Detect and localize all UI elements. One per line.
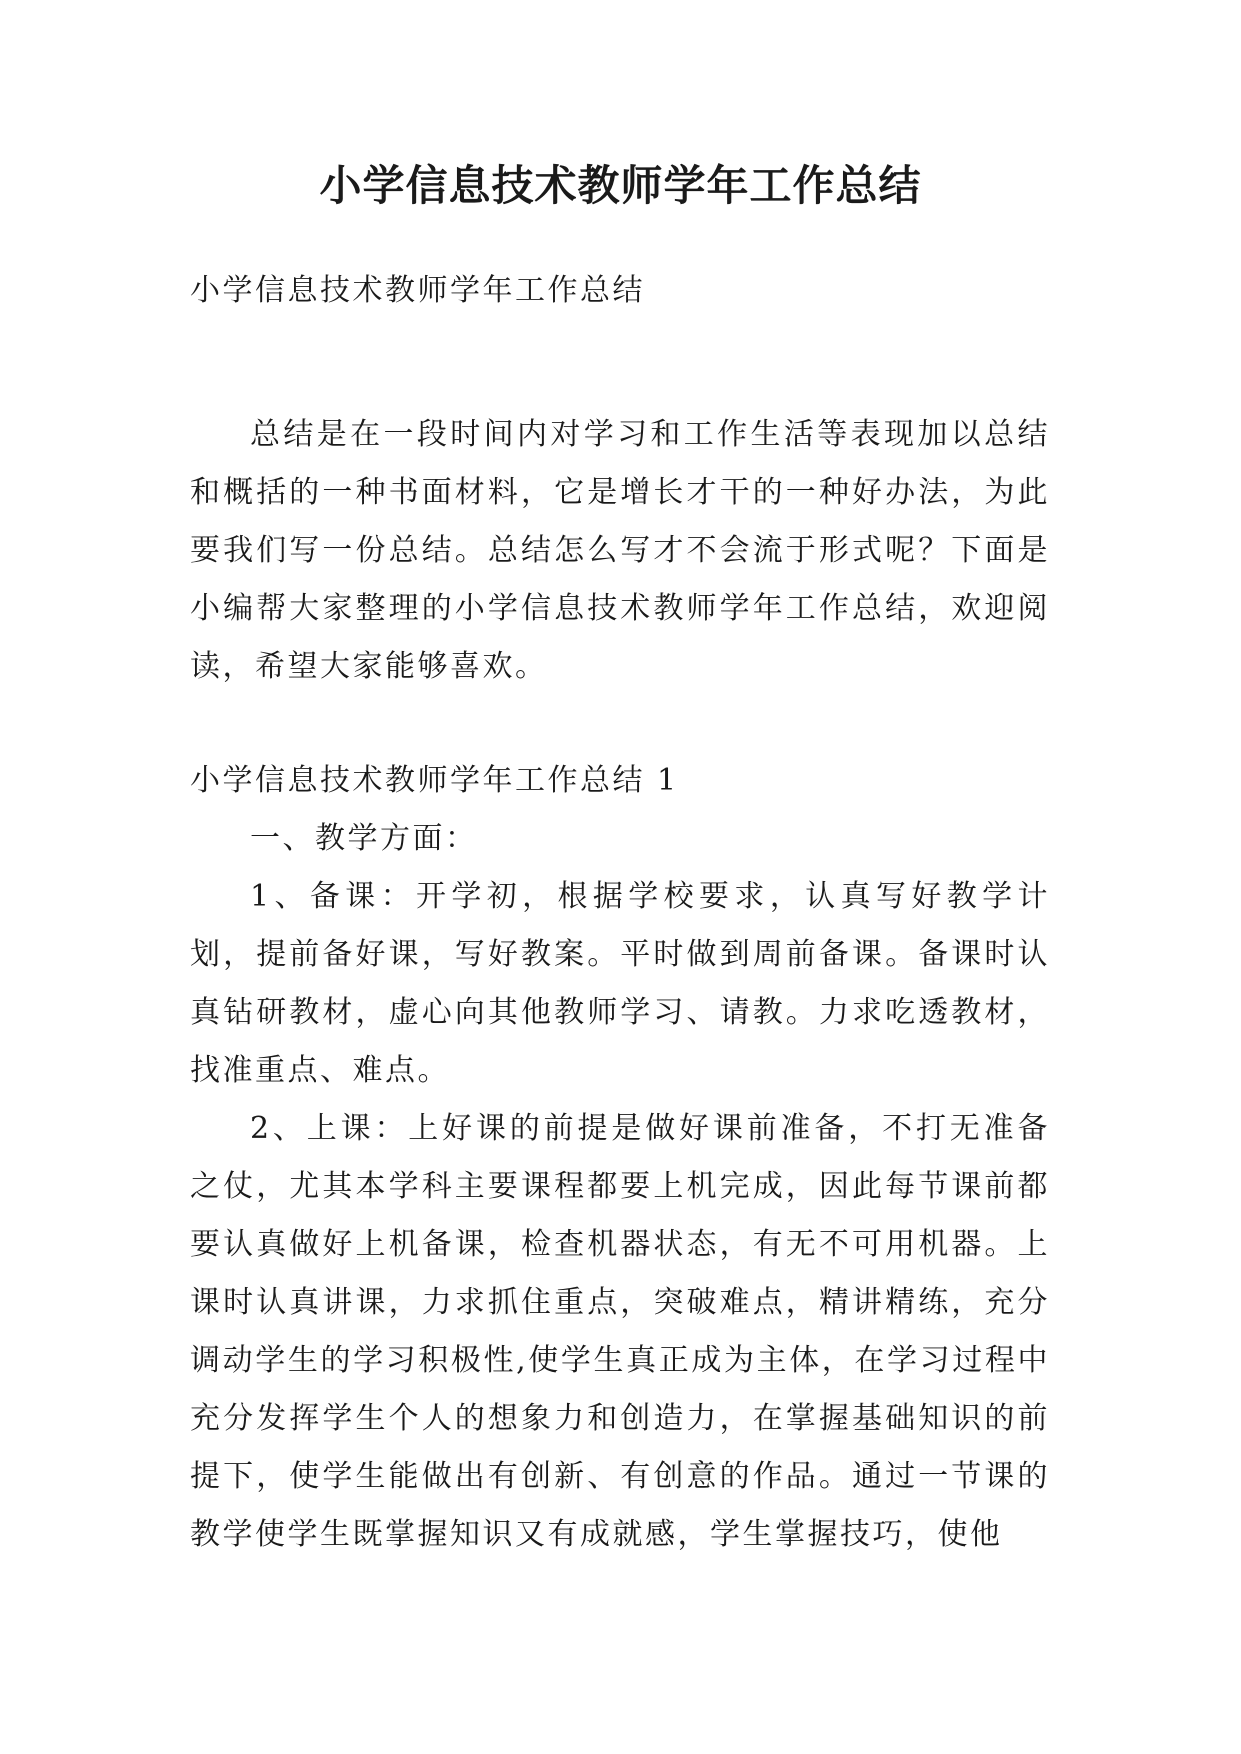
paragraph-teaching-heading: 一、教学方面：: [250, 821, 478, 856]
intro-paragraph: 总结是在一段时间内对学习和工作生活等表现加以总结和概括的一种书面材料，它是增长才干的一种好办法，为此要我们写一份总结。总结怎么写才不会流于形式呢？下面是小编帮大家整理的小学信息技术教师学年工作总结，欢迎阅读，希望大家能够喜欢。: [190, 417, 1050, 684]
section-title: 小学信息技术教师学年工作总结 1: [190, 763, 679, 798]
section-body: [190, 810, 1050, 1564]
document-subtitle: 小学信息技术教师学年工作总结: [190, 273, 645, 308]
document-title: 小学信息技术教师学年工作总结: [319, 161, 922, 210]
paragraph-lesson-prep: 1、备课：开学初，根据学校要求，认真写好教学计划，提前备好课，写好教案。平时做到周前备课。备课时认真钻研教材，虚心向其他教师学习、请教。力求吃透教材，找准重点、难点。: [190, 879, 1050, 1088]
paragraph-teaching-class: 2、上课：上好课的前提是做好课前准备，不打无准备之仗，尤其本学科主要课程都要上机完成，因此每节课前都要认真做好上机备课，检查机器状态，有无不可用机器。上课时认真讲课，力求抓住重点，突破难点，精讲精练，充分调动学生的学习积极性,使学生真正成为主体，在学习过程中充分发挥学生个人的想象力和创造力，在掌握基础知识的前提下，使学生能做出有创新、有创意的作品。通过一节课的教学使学生既掌握知识又有成就感，学生掌握技巧，使他: [190, 1111, 1050, 1552]
